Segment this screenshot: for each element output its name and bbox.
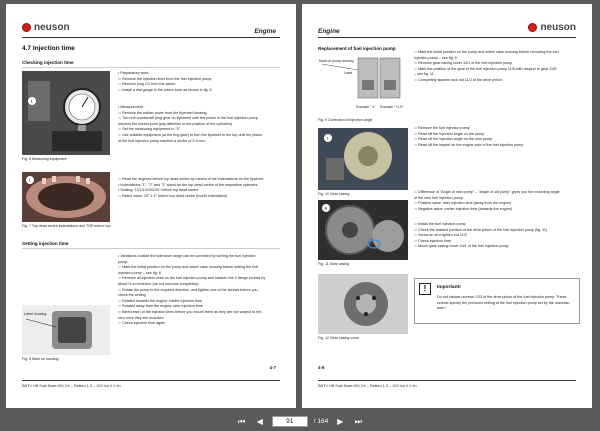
brand-name: neuson: [34, 22, 70, 33]
reading-steps: [118, 177, 288, 199]
subsection-title: Setting injection time: [22, 241, 69, 246]
text-line: ⇨ Install a dial gauge in the piston bore as shown in fig. 6: [118, 87, 212, 92]
figure-7-caption: Fig. 7 Top dead centre indentations and TOP before top: [22, 224, 111, 228]
figure-8-photo: [22, 305, 110, 355]
text-line: sion once they are mounted: [118, 315, 164, 320]
svg-text:1: 1: [30, 98, 33, 104]
neuson-logo-icon: [22, 23, 31, 32]
text-line: ⇨ Install the fuel injection pump: [414, 222, 466, 226]
text-line: ⇨ Check injection time: [414, 238, 452, 243]
footer-rule: [318, 380, 576, 381]
text-line: screws specify the precision setting of the fuel injection pump set by the manufac-: [437, 300, 571, 305]
pump-angle-steps: [414, 126, 584, 148]
text-line: ⇨ Mount gear casing cover 10/1 of the fuel injection pump: [414, 244, 509, 249]
text-line: ⇨ Completely slacken lock nut 11/2 of the drive pinion: [414, 77, 502, 82]
header-section: Engine: [254, 28, 276, 35]
figure-11-photo: [318, 200, 408, 260]
text-line: ⇨ Read off the imprint on the engine side of the fuel injection pump: [414, 142, 524, 147]
text-line: injection pump – see fig. 8: [118, 270, 161, 275]
text-line: ⇨ Rated value: 25° ± 1° before top dead centre (fourth indentation): [118, 193, 228, 198]
header-rule: [22, 37, 280, 38]
text-line: ⇨ Difference of "Angle of new pump" – "Angle of old pump" gives you the mounting angle: [414, 190, 560, 194]
note-text: [437, 295, 577, 312]
right-page: [302, 4, 592, 408]
brand-name: neuson: [540, 22, 576, 33]
text-line: ⇨ Remove gear casing cover 10/1 of the fuel injection pump: [414, 61, 513, 66]
text-line: ⇨ Remove all injection lines on the fuel injection pump and slacken the 4 flange screws by: [118, 276, 266, 281]
measurement-steps: [118, 105, 288, 144]
text-line: check the setting: [118, 293, 146, 298]
text-line: Do not slacken screws 12/3 of the drive pinion of the fuel injection pump. These: [437, 295, 567, 299]
brand-logo: [528, 22, 576, 33]
figure-9-label-label: Label: [344, 71, 353, 75]
skip-first-icon[interactable]: ⏮: [238, 416, 246, 426]
text-line: reaches the lowest point (pay attention to the position of the cylinders): [118, 121, 233, 126]
figure-7-photo: [22, 172, 110, 222]
svg-text:1: 1: [28, 177, 31, 183]
page-total: / 164: [313, 418, 329, 425]
left-page: [6, 4, 296, 408]
figure-10-photo: [318, 128, 408, 190]
text-line: • Indentations "1", "2" and "3" stand for the top dead centre of the respective cylinders.: [118, 182, 259, 187]
svg-text:A: A: [324, 205, 328, 211]
next-page-icon[interactable]: ▶: [337, 416, 344, 426]
skip-last-icon[interactable]: ⏭: [354, 416, 362, 426]
text-line: ⇨ Remove plug 1/1 from the piston: [118, 82, 176, 87]
subsection-title: Checking injection time: [22, 60, 74, 65]
text-line: • Variations outside the tolerance range can be corrected by turning the fuel injection: [118, 254, 256, 258]
figure-9-example-b: Example "+1.5": [380, 105, 404, 109]
figure-10-caption: Fig. 10 Gear casing: [318, 192, 350, 196]
text-line: ⇨ Bleed each of the injection lines before you mount them as they are not subject to ten-: [118, 309, 263, 314]
figure-11-caption: Fig. 11 Gear casing: [318, 262, 350, 266]
chapter-title: 4.7 Injection time: [22, 45, 75, 52]
text-line: ⇨ Read off the injection angle on the pump: [414, 131, 485, 136]
text-line: ⇨ Positive value: later injection time (away from the engine): [414, 201, 512, 206]
page-number: 4-8: [318, 365, 325, 370]
figure-8-label: Label housing: [24, 312, 47, 316]
text-line: of the new fuel injection pump: [414, 195, 463, 200]
text-line: • Measurement: [118, 105, 143, 109]
text-line: • Scaling: 12/1/10/20/120" before top dead centre: [118, 188, 199, 193]
preparatory-steps: [118, 71, 288, 93]
figure-12-photo: [318, 274, 408, 334]
figure-6-photo: [22, 71, 110, 155]
text-line: ⇨ Rotated away from the engine: later injection time: [118, 304, 204, 309]
divider: [22, 248, 280, 249]
text-line: about ½ a revolution (do not unscrew completely): [118, 281, 199, 286]
text-line: ⇨ Set the measuring equipment to "0".: [118, 127, 182, 132]
text-line: ⇨ Mark the initial position on the pump and wheel case housing before removing the fuel: [414, 50, 559, 54]
viewer-toolbar: [0, 412, 600, 431]
text-line: ⇨ Read off the injection angle on the new pump: [414, 137, 493, 142]
header-section: Engine: [318, 28, 340, 35]
prev-page-icon[interactable]: ◀: [256, 416, 263, 426]
text-line: ⇨ Rotated towards the engine: earlier injection time: [118, 298, 203, 303]
figure-8-caption: Fig. 8 Mark on housing: [22, 357, 59, 361]
page-footer: BBTV HB Sale Base 601 De – Balken 1.0 – 163 Ind 0.1 en: [318, 384, 417, 388]
subsection-title: Replacement of fuel injection pump: [318, 46, 396, 51]
removal-steps: [414, 50, 584, 84]
text-line: turer!: [437, 306, 446, 311]
footer-rule: [22, 380, 280, 381]
text-line: ⇨ Negative value: earlier injection time (towards the engine): [414, 206, 512, 211]
important-note: [414, 278, 580, 324]
text-line: – see fig. 11: [414, 72, 434, 77]
figure-12-caption: Fig. 12 Gear casing cover: [318, 336, 360, 340]
warning-icon: !: [419, 283, 431, 295]
svg-text:1: 1: [326, 135, 329, 141]
figure-9-caption: Fig. 9 Correction of injection angle: [318, 118, 373, 122]
figure-9-example-a: Example "-1": [356, 105, 376, 109]
text-line: pump.: [118, 259, 129, 264]
figure-9-diagram: [318, 54, 408, 116]
text-line: ⇨ Use suitable equipment (at the ring gear) to turn the flywheel to the top until the piston: [118, 132, 263, 137]
text-line: • Preparatory work:: [118, 71, 150, 75]
text-line: ⇨ Turn the crankshaft (ring gear on flywheel) until the piston in the fuel injection pump: [118, 116, 258, 121]
text-line: of the fuel injection pump reaches a stroke of 2.5 mm.: [118, 138, 206, 143]
divider: [22, 67, 280, 68]
text-line: ⇨ Mark the position of the gear of the fuel injection pump 11/A with respect to gear 11/B: [414, 66, 557, 71]
figure-9-label-mark: Mark on pump housing: [319, 59, 354, 63]
page-number-input[interactable]: [272, 416, 308, 427]
install-steps: [414, 222, 584, 250]
setting-steps: [118, 254, 288, 327]
text-line: ⇨ Rotate the pump in the required direction, and tighten one of the screws before you: [118, 287, 258, 292]
text-line: ⇨ Remove the injection lines from the fuel injection pump: [118, 76, 212, 81]
mounting-angle-steps: [414, 190, 584, 212]
text-line: injection pump – see fig. 9: [414, 55, 457, 60]
page-footer: BBTV HB Sale Base 601 De – Balken 1.0 – 163 Ind 0.1 en: [22, 384, 121, 388]
header-rule: [318, 37, 576, 38]
text-line: ⇨ Check the marked position of the drive pinion of the fuel injection pump (fig. 11): [414, 227, 548, 232]
note-title: Important!: [437, 285, 461, 290]
neuson-logo-icon: [528, 23, 537, 32]
text-line: ⇨ Screw on and tighten nut 11/2: [414, 233, 467, 238]
brand-logo: [22, 22, 70, 33]
text-line: ⇨ Remove the rubber cover from the flywheel housing: [118, 110, 207, 115]
figure-6-caption: Fig. 6 Measuring equipment: [22, 157, 67, 161]
text-line: ⇨ Mark the initial position on the pump and wheel case housing before setting the fuel: [118, 265, 259, 270]
page-number: 4-7: [269, 365, 276, 370]
text-line: ⇨ Read the degrees before top dead centre by means of the indentations on the flywheel: [118, 177, 264, 181]
text-line: ⇨ Check injection time again: [118, 321, 166, 326]
text-line: ⇨ Remove the fuel injection pump: [414, 126, 470, 130]
